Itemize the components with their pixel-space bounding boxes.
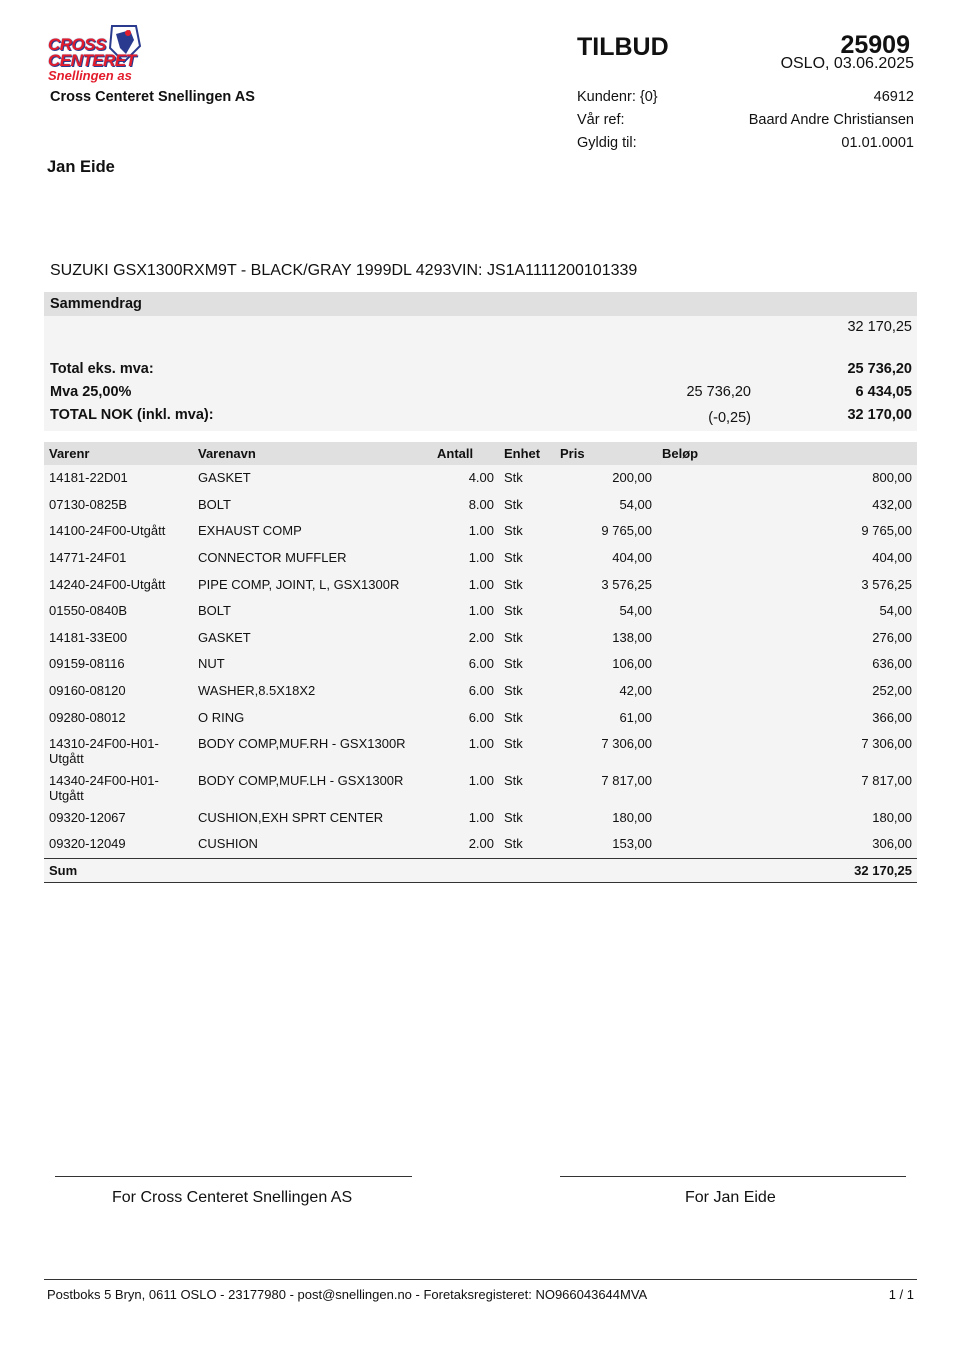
cell-varenavn: CUSHION,EXH SPRT CENTER	[198, 810, 384, 825]
logo-text-cross: CROSS	[48, 35, 106, 54]
mva-base: 25 736,20	[686, 384, 751, 400]
sum-value: 32 170,25	[657, 859, 917, 883]
cell-varenr: 09320-12049	[49, 836, 126, 851]
company-name: Cross Centeret Snellingen AS	[50, 89, 255, 105]
cell-belop: 276,00	[872, 630, 912, 645]
table-header-row	[44, 442, 917, 465]
meta-label-kundenr: Kundenr: {0}	[577, 89, 658, 105]
cell-enhet: Stk	[504, 497, 523, 512]
cell-pris: 180,00	[612, 810, 652, 825]
col-header-antall: Antall	[432, 442, 499, 465]
cell-enhet: Stk	[504, 630, 523, 645]
table-row	[44, 518, 917, 545]
meta-label-gyldig-til: Gyldig til:	[577, 135, 637, 151]
cell-enhet: Stk	[504, 470, 523, 485]
cell-antall: 2.00	[468, 836, 494, 851]
cell-antall: 1.00	[468, 550, 494, 565]
cell-belop: 54,00	[879, 603, 912, 618]
cell-enhet: Stk	[504, 773, 523, 788]
cell-varenr: 14771-24F01	[49, 550, 127, 565]
cell-varenavn: GASKET	[198, 470, 251, 485]
cell-antall: 6.00	[468, 710, 494, 725]
cell-varenavn: WASHER,8.5X18X2	[198, 683, 316, 698]
signature-line-left	[55, 1176, 412, 1177]
cell-enhet: Stk	[504, 736, 523, 751]
col-header-varenr: Varenr	[44, 442, 193, 465]
cell-varenavn: NUT	[198, 656, 225, 671]
cell-enhet: Stk	[504, 836, 523, 851]
cell-enhet: Stk	[504, 683, 523, 698]
meta-value-gyldig-til: 01.01.0001	[841, 135, 914, 151]
cell-varenr: 14100-24F00-Utgått	[49, 523, 166, 538]
items-table	[44, 442, 917, 883]
logo-text-snellingen: Snellingen as	[48, 68, 132, 83]
cell-varenavn: BOLT	[198, 497, 231, 512]
cell-varenr: 09160-08120	[49, 683, 126, 698]
logo-text-centeret: CENTERET	[48, 51, 136, 70]
cell-varenavn: BODY COMP,MUF.RH - GSX1300R	[198, 736, 406, 751]
cell-varenavn: BOLT	[198, 603, 231, 618]
signature-label-customer: For Jan Eide	[685, 1189, 776, 1206]
cell-pris: 54,00	[619, 603, 652, 618]
cell-antall: 4.00	[468, 470, 494, 485]
table-row	[44, 598, 917, 625]
table-row	[44, 805, 917, 831]
cell-pris: 106,00	[612, 656, 652, 671]
cell-belop: 404,00	[872, 550, 912, 565]
cell-enhet: Stk	[504, 603, 523, 618]
cell-antall: 1.00	[468, 603, 494, 618]
cell-varenavn: EXHAUST COMP	[198, 523, 302, 538]
cell-pris: 153,00	[612, 836, 652, 851]
cell-varenr: 14240-24F00-Utgått	[49, 577, 166, 592]
cell-varenavn: PIPE COMP, JOINT, L, GSX1300R	[198, 577, 400, 592]
cell-belop: 306,00	[872, 836, 912, 851]
meta-label-var-ref: Vår ref:	[577, 112, 625, 128]
cell-pris: 7 306,00	[601, 736, 652, 751]
table-row	[44, 572, 917, 598]
summary-title: Sammendrag	[50, 296, 142, 312]
cell-pris: 42,00	[619, 683, 652, 698]
cell-pris: 3 576,25	[601, 577, 652, 592]
footer-contact: Postboks 5 Bryn, 0611 OSLO - 23177980 - post@snellingen.no - Foretaksregisteret: NO966043644MVA	[47, 1287, 648, 1302]
cell-belop: 7 306,00	[861, 736, 912, 751]
signature-line-right	[560, 1176, 906, 1177]
cell-varenavn: O RING	[198, 710, 245, 725]
cell-varenr: 09159-08116	[49, 656, 125, 671]
cell-varenr: 14181-22D01	[49, 470, 128, 485]
table-row	[44, 651, 917, 678]
cell-belop: 3 576,25	[861, 577, 912, 592]
total-nok-value: 32 170,00	[847, 407, 912, 423]
document-number: 25909	[840, 31, 910, 59]
col-header-varenavn: Varenavn	[193, 442, 432, 465]
cell-varenavn: CUSHION	[198, 836, 258, 851]
table-row	[44, 705, 917, 731]
cell-antall: 2.00	[468, 630, 494, 645]
customer-name: Jan Eide	[47, 158, 115, 176]
table-row	[44, 768, 917, 805]
cell-varenr: 07130-0825B	[49, 497, 128, 512]
cell-antall: 1.00	[468, 773, 494, 788]
cell-pris: 61,00	[619, 710, 652, 725]
table-row	[44, 625, 917, 651]
table-row	[44, 831, 917, 859]
cell-antall: 1.00	[468, 810, 494, 825]
offer-subject: SUZUKI GSX1300RXM9T - BLACK/GRAY 1999DL 4293VIN: JS1A1111200101339	[50, 262, 638, 279]
cell-enhet: Stk	[504, 523, 523, 538]
cell-antall: 1.00	[468, 577, 494, 592]
cell-belop: 7 817,00	[861, 773, 912, 788]
summary-header	[44, 292, 917, 316]
cell-varenavn: CONNECTOR MUFFLER	[198, 550, 347, 565]
cell-antall: 1.00	[468, 523, 494, 538]
summary-subtotal: 32 170,25	[847, 319, 912, 335]
table-row	[44, 492, 917, 518]
cell-varenr: 09280-08012	[49, 710, 126, 725]
meta-value-var-ref: Baard Andre Christiansen	[748, 112, 914, 128]
footer-divider	[44, 1279, 917, 1280]
col-header-enhet: Enhet	[499, 442, 555, 465]
cell-varenr: 14340-24F00-H01-Utgått	[49, 773, 159, 803]
cell-antall: 6.00	[468, 656, 494, 671]
cell-varenavn: GASKET	[198, 630, 251, 645]
cell-belop: 636,00	[872, 656, 912, 671]
rounding-value: (-0,25)	[708, 410, 751, 426]
table-row	[44, 731, 917, 768]
cell-antall: 6.00	[468, 683, 494, 698]
total-ex-mva-value: 25 736,20	[847, 361, 912, 377]
cell-pris: 138,00	[612, 630, 652, 645]
cell-varenr: 14310-24F00-H01-Utgått	[49, 736, 159, 766]
cell-enhet: Stk	[504, 710, 523, 725]
table-row	[44, 678, 917, 705]
signature-label-company: For Cross Centeret Snellingen AS	[112, 1189, 353, 1206]
cell-enhet: Stk	[504, 550, 523, 565]
meta-value-kundenr: 46912	[873, 89, 914, 105]
sum-label: Sum	[44, 859, 657, 883]
cell-varenr: 14181-33E00	[49, 630, 128, 645]
cell-pris: 7 817,00	[601, 773, 652, 788]
col-header-pris: Pris	[555, 442, 657, 465]
cell-varenavn: BODY COMP,MUF.LH - GSX1300R	[198, 773, 404, 788]
cell-enhet: Stk	[504, 577, 523, 592]
table-row	[44, 545, 917, 572]
col-header-belop: Beløp	[657, 442, 917, 465]
cell-pris: 9 765,00	[601, 523, 652, 538]
cell-belop: 366,00	[872, 710, 912, 725]
cell-belop: 432,00	[872, 497, 912, 512]
cell-belop: 800,00	[872, 470, 912, 485]
total-nok-label: TOTAL NOK (inkl. mva):	[50, 407, 214, 423]
page-number: 1 / 1	[888, 1287, 914, 1302]
cell-enhet: Stk	[504, 810, 523, 825]
document-date: OSLO, 03.06.2025	[780, 55, 914, 72]
cell-enhet: Stk	[504, 656, 523, 671]
total-ex-mva-label: Total eks. mva:	[50, 361, 154, 377]
sum-row	[44, 859, 917, 883]
cell-pris: 404,00	[612, 550, 652, 565]
cell-pris: 54,00	[619, 497, 652, 512]
company-logo	[46, 24, 146, 86]
mva-label: Mva 25,00%	[50, 384, 132, 400]
document-title: TILBUD	[577, 33, 669, 61]
cell-pris: 200,00	[612, 470, 652, 485]
cell-antall: 1.00	[468, 736, 494, 751]
cell-belop: 180,00	[872, 810, 912, 825]
cell-antall: 8.00	[468, 497, 494, 512]
table-row	[44, 465, 917, 492]
cell-varenr: 09320-12067	[49, 810, 126, 825]
cell-belop: 9 765,00	[861, 523, 912, 538]
mva-value: 6 434,05	[855, 384, 912, 400]
cell-varenr: 01550-0840B	[49, 603, 128, 618]
cell-belop: 252,00	[872, 683, 912, 698]
